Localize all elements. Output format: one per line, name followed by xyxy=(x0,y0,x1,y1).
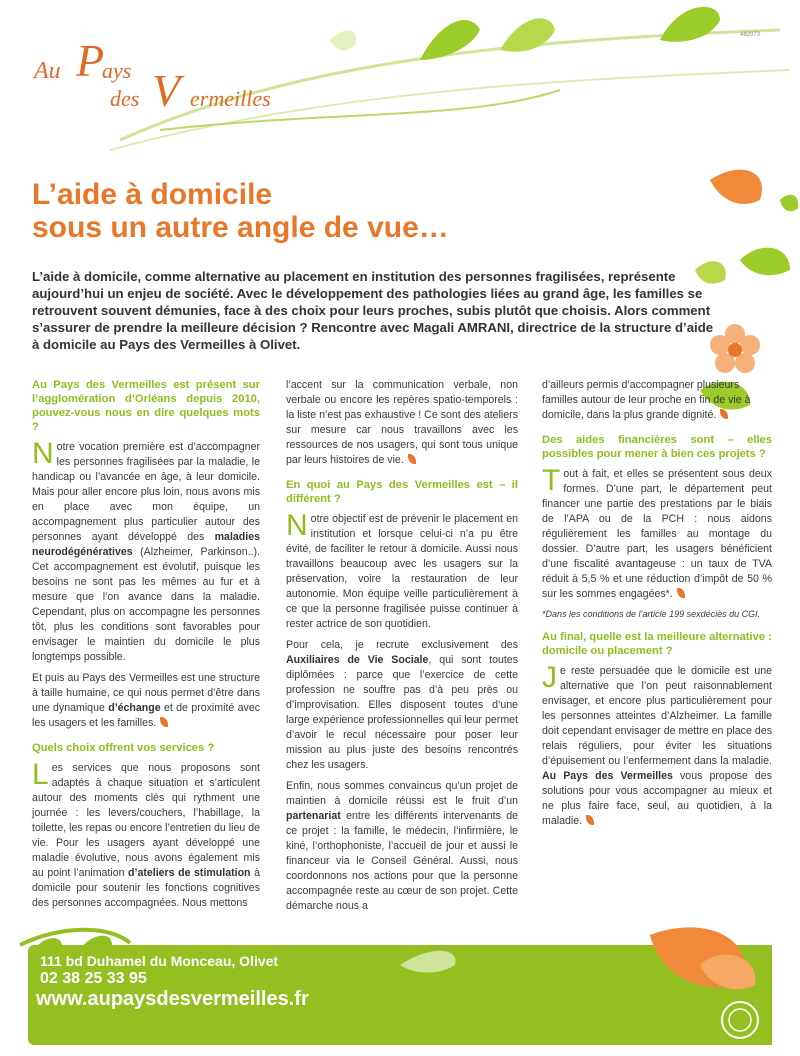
footer-phone: 02 38 25 33 95 xyxy=(40,970,147,987)
answer-text: l’accent sur la communication verbale, non verbale ou encore les repères spatio-temporels : la liste n’est pas exhaustive ! Ce sont des ateliers sur mesure car nous travaillons avec les ressources de nos usagers, qui sont tous unique par leurs histoires de vie. xyxy=(286,379,518,466)
logo-p: P xyxy=(76,35,105,86)
answer-text: out à fait, et elles se présentent sous deux formes. D’une part, le département peut financer une partie des prestations par le biais de l’APA ou de la PCH : nous aidons régulièrement les familles au montage du dossier. D’autre part, les usagers bénéficient d’une fiscalité avantageuse : un taux de TVA réduit à 5,5 % et une réduction d’impôt de 50 % sur les sommes engagées*. xyxy=(542,468,772,600)
answer-paragraph xyxy=(542,464,772,602)
answer-paragraph xyxy=(286,378,518,468)
footnote: *Dans les conditions de l’article 199 sexdéciès du CGI. xyxy=(542,609,761,619)
answer-text: e reste persuadée que le domicile est une alternative que l’on peut raisonnablement envisager, et encore plus particulièrement pour les personnes atteintes d’Alzheimer. La famille doit cependant envisager de mettre en place des relais réguliers, pour éviter les situations d’épuisement ou l’enfermement dans la maladie. xyxy=(542,665,772,767)
answer-bold: partenariat xyxy=(286,810,341,822)
answer-text: vous propose des solutions pour vous accompagner au mieux et ne plus faire face, seul, au quotidien, à la maladie. xyxy=(542,770,772,827)
end-leaf-icon xyxy=(720,409,728,419)
question-heading: Au final, quelle est la meilleure alternative : domicile ou placement ? xyxy=(542,631,772,657)
logo-ermeilles: ermeilles xyxy=(190,86,271,111)
article-column-1 xyxy=(32,378,260,917)
drop-cap: J xyxy=(542,661,557,694)
logo-des: des xyxy=(110,86,140,111)
answer-bold: d’ateliers de stimulation xyxy=(128,867,251,879)
answer-paragraph xyxy=(32,671,260,731)
footer-address: 111 bd Duhamel du Monceau, Olivet xyxy=(40,953,279,969)
question-heading: Au Pays des Vermeilles est présent sur l’agglomération d’Orléans depuis 2010, pouvez-vous nous en dire quelques mots ? xyxy=(32,379,260,433)
headline-line-1: L’aide à domicile xyxy=(32,178,273,211)
answer-paragraph xyxy=(32,758,260,911)
logo-ays: ays xyxy=(102,58,132,83)
answer-text: , qui sont toutes diplômées : parce que l’exercice de cette profession ne souffre pas d’à peu près ou d’improvisation. Elles disposent toutes d’une large expérience professionnelles qui leur permet d’avoir le recul nécessaire pour poser leur mission au plus juste des besoins rencontrés chez les usagers. xyxy=(286,654,518,771)
answer-bold: Au Pays des Vermeilles xyxy=(542,770,673,782)
answer-text: es services que nous proposons sont adaptés à chaque situation et s’articulent autour des moments clés qui rythment une journée : les levers/couchers, l’habillage, la toilette, les repas ou encore l’entretien du lieu de vie. Pour les usagers ayant développé une maladie évolutive, nous avons également mis au point l’animation xyxy=(32,762,260,879)
answer-text: Et puis au Pays des Vermeilles est une structure à taille humaine, ce qui nous permet d’être dans une dynamique xyxy=(32,672,260,714)
answer-paragraph xyxy=(286,779,518,914)
answer-text: (Alzheimer, Parkinson..). Cet accompagnement est évolutif, puisque les besoins ne sont pas les mêmes au fur et à mesure que l’on avance dans la maladie. Cependant, plus on accompagne les personnes tôt, plus les conditions sont favorables pour envisager le maintien du domicile le plus longtemps possible. xyxy=(32,546,260,663)
end-leaf-icon xyxy=(677,588,685,598)
end-leaf-icon xyxy=(160,717,168,727)
answer-text: Pour cela, je recrute exclusivement des xyxy=(286,639,518,651)
headline-line-2: sous un autre angle de vue… xyxy=(32,211,449,244)
reference-code: 482073 xyxy=(740,32,761,38)
answer-paragraph xyxy=(542,661,772,829)
answer-bold: maladies neurodégénératives xyxy=(32,531,260,558)
article-column-2 xyxy=(286,378,518,920)
answer-text: d’ailleurs permis d’accompagner plusieurs familles autour de leur proche en fin de vie à domicile, dans la plus grande dignité. xyxy=(542,379,751,421)
footer-website-link[interactable]: www.aupaysdesvermeilles.fr xyxy=(36,988,309,1010)
end-leaf-icon xyxy=(408,454,416,464)
logo-au: Au xyxy=(34,58,61,84)
article-intro: L’aide à domicile, comme alternative au placement en institution des personnes fragilisées, représente aujourd’hui un enjeu de société. Avec le développement des pathologies liées au grand âge, les familles se retrouvent souvent démunies, face à des choix pour leurs proches, subis plutôt que choisis. Alors comment s’assurer de prendre la meilleure décision ? Rencontre avec Magali AMRANI, directrice de la structure d’aide à domicile au Pays des Vermeilles à Olivet. xyxy=(32,269,714,352)
question-heading: En quoi au Pays des Vermeilles est – il différent ? xyxy=(286,479,518,505)
question-heading: Des aides financières sont – elles possibles pour mener à bien ces projets ? xyxy=(542,434,772,460)
answer-text: otre objectif est de prévenir le placement en institution et lorsque celui-ci n’a pu être évité, de faciliter le retour à domicile. Aussi nous travaillons beaucoup avec les usagers sur la préservation, voire la restauration de leur autonomie. Mon équipe veille particulièrement à ce que la personne fragilisée puisse continuer à rester actrice de son quotidien. xyxy=(286,513,518,630)
answer-paragraph xyxy=(32,437,260,665)
answer-text: Enfin, nous sommes convaincus qu’un projet de maintien à domicile réussi est le fruit d’un xyxy=(286,780,518,807)
answer-text: à domicile pour soutenir les fonctions cognitives des personnes accompagnées. Nous mettons xyxy=(32,867,260,909)
drop-cap: L xyxy=(32,758,49,791)
logo-v: V xyxy=(152,65,181,116)
answer-paragraph xyxy=(542,378,772,423)
article-headline xyxy=(32,178,672,244)
answer-text: entre les différents intervenants de ce projet : la famille, le médecin, l’infirmière, le kiné, l’orthophoniste, l’accueil de jour et aussi le financeur via le Conseil Général. Aussi, nous coordonnons nos actions pour que la personne accompagnée reste au cœur de son projet. Cette démarche nous a xyxy=(286,810,518,912)
end-leaf-icon xyxy=(586,815,594,825)
question-heading: Quels choix offrent vos services ? xyxy=(32,742,215,754)
answer-paragraph xyxy=(286,638,518,773)
answer-text: et de proximité avec les usagers et les familles. xyxy=(32,702,261,729)
answer-paragraph xyxy=(286,509,518,632)
answer-text: otre vocation première est d’accompagner les personnes fragilisées par la maladie, le handicap ou l’avancée en âge, à leur domicile. Mais pour aller encore plus loin, nous avons mis en place avec mon équipe, un accompagnement plus particulier autour des personnes ayant développé des xyxy=(32,441,260,543)
drop-cap: T xyxy=(542,464,561,497)
answer-bold: d’échange xyxy=(108,702,161,714)
article-column-3 xyxy=(542,378,772,835)
answer-bold: Auxiliaires de Vie Sociale xyxy=(286,654,429,666)
drop-cap: N xyxy=(286,509,308,542)
drop-cap: N xyxy=(32,437,54,470)
brand-logo xyxy=(30,30,271,116)
